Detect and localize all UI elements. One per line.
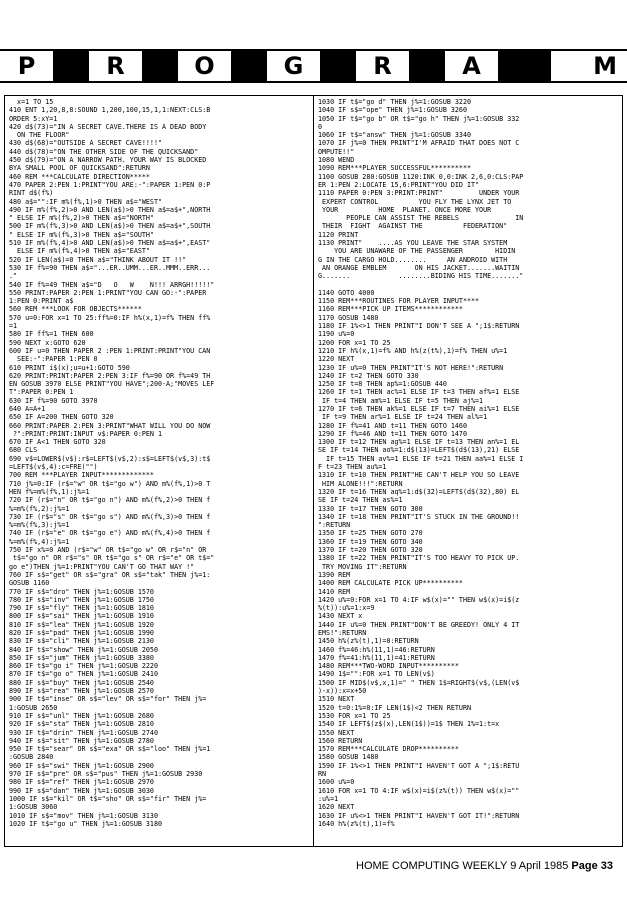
code-line: 1370 IF t=20 THEN GOTO 320 bbox=[318, 546, 423, 555]
code-line: G....... ........BIDING HIS TIME......." bbox=[318, 272, 524, 281]
code-line: 860 IF t$="go i" THEN j%=1:GOSUB 2220 bbox=[9, 662, 158, 671]
code-line: 1470 f%=41:h%(11,1)=41:RETURN bbox=[318, 653, 435, 662]
code-line: 1230 IF u%=0 THEN PRINT"IT'S NOT HERE!":RETURN bbox=[318, 363, 504, 372]
code-line: 870 IF t$="go o" THEN j%=1:GOSUB 2410 bbox=[9, 670, 158, 679]
code-line: 1240 IF t=2 THEN GOTO 330 bbox=[318, 371, 419, 380]
code-line: =LEFT$(v$,4):c=FRE("") bbox=[9, 463, 98, 472]
code-line: 1170 GOSUB 1480 bbox=[318, 313, 379, 322]
code-line: ELSE IF m%(f%,4)>0 THEN a$="EAST" bbox=[9, 247, 150, 256]
code-line: 1070 IF j%=0 THEN PRINT"I'M AFRAID THAT DOES NOT C bbox=[318, 139, 520, 148]
code-line: %=m%(f%,3):j%=1 bbox=[9, 521, 70, 530]
code-line: YOUR HOME PLANET. ONCE MORE YOUR bbox=[318, 205, 492, 214]
magazine-name: HOME COMPUTING WEEKLY bbox=[356, 860, 508, 872]
code-line: 1550 NEXT bbox=[318, 728, 355, 737]
code-line: 580 IF ff%=1 THEN 600 bbox=[9, 330, 94, 339]
code-line: 1510 NEXT bbox=[318, 695, 355, 704]
code-line: 1220 NEXT bbox=[318, 355, 355, 364]
code-line: 410 ENT 1,20,8,8:SOUND 1,200,100,15,1,1:NEXT:CLS:B bbox=[9, 106, 211, 115]
code-line: 1:GOSUB 3060 bbox=[9, 803, 58, 812]
code-line: 560 REM ***LOOK FOR OBJECTS****** bbox=[9, 305, 142, 314]
code-line: 690 v$=LOWER$(v$):r$=LEFT$(v$,2):s$=LEFT$(v$,3):t$ bbox=[9, 454, 211, 463]
code-line: 1530 FOR x=1 TO 25 bbox=[318, 711, 391, 720]
code-line: 500 IF m%(f%,3)>0 AND LEN(a$)>0 THEN a$=a$+",SOUTH bbox=[9, 222, 211, 231]
banner-letter: O bbox=[178, 51, 231, 81]
code-line: 510 IF m%(f%,4)>0 AND LEN(a$)>0 THEN a$=a$+",EAST" bbox=[9, 239, 211, 248]
column-divider bbox=[313, 95, 314, 847]
code-line: 1270 IF t=6 THEN ak%=1 ELSE IF t=7 THEN ai%=1 ELSE bbox=[318, 404, 520, 413]
code-line: ER 1:PEN 2:LOCATE 15,6:PRINT"YOU DID IT" bbox=[318, 180, 480, 189]
code-line: 980 IF s$="ref" THEN j%=1:GOSUB 2970 bbox=[9, 778, 154, 787]
banner-letter: R bbox=[89, 51, 142, 81]
code-line: F t=23 THEN au%=1 bbox=[318, 463, 387, 472]
code-line: t$="go n" OR r$="s" OR t$="go s" OR r$="e" OR t$=" bbox=[9, 554, 215, 563]
code-line: 1110 PAPER 0:PEN 3:PRINT:PRINT" UNDER YOUR bbox=[318, 189, 520, 198]
code-line: 990 IF s$="dan" THEN j%=1:GOSUB 3030 bbox=[9, 786, 154, 795]
banner-letter: G bbox=[267, 51, 320, 81]
listing-right-column bbox=[318, 98, 620, 828]
code-line: 850 IF s$="jum" THEN j%=1:GOSUB 3380 bbox=[9, 653, 154, 662]
code-line: TRY MOVING IT":RETURN bbox=[318, 562, 407, 571]
code-line: 650 IF A=200 THEN GOTO 320 bbox=[9, 413, 114, 422]
code-line: 1080 WEND bbox=[318, 156, 355, 165]
code-line: 1490 1$="":FOR x=1 TO LEN(v$) bbox=[318, 670, 435, 679]
code-line: 590 NEXT x:GOTO 620 bbox=[9, 338, 86, 347]
code-line: 520 IF LEN(a$)=0 THEN a$="THINK ABOUT IT !!" bbox=[9, 255, 187, 264]
code-line: 680 CLS bbox=[9, 446, 38, 455]
code-line: OMPUTE!!" bbox=[318, 147, 355, 156]
code-line: %=m%(f%,4):j%=1 bbox=[9, 537, 70, 546]
code-line: 1340 IF t=18 THEN PRINT"IT'S STUCK IN THE GROUND!! bbox=[318, 512, 520, 521]
code-line: ?":PRINT:PRINT:INPUT v$:PAPER 0:PEN 1 bbox=[9, 429, 162, 438]
code-line: 480 a$="":IF m%(f%,1)>0 THEN a$="WEST" bbox=[9, 197, 162, 206]
program-banner bbox=[0, 49, 627, 83]
code-line: 1160 REM***PICK UP ITEMS************ bbox=[318, 305, 463, 314]
code-line: 1050 IF t$="go b" OR t$="go h" THEN j%=1:GOSUB 332 bbox=[318, 114, 520, 123]
code-line: 670 IF A<1 THEN GOTO 320 bbox=[9, 438, 106, 447]
code-line: 550 PRINT:PAPER 2:PEN 1:PRINT"YOU CAN GO:-":PAPER bbox=[9, 288, 207, 297]
code-line: 1020 IF t$="go u" THEN j%=1:GOSUB 3180 bbox=[9, 819, 162, 828]
code-line: x=1 TO 15 bbox=[9, 98, 54, 106]
code-line: 1620 NEXT bbox=[318, 803, 355, 812]
code-line: 820 IF s$="pad" THEN j%=1:GOSUB 1990 bbox=[9, 629, 154, 637]
banner-letter: M bbox=[551, 51, 627, 81]
code-line: 660 PRINT:PAPER 2:PEN 3:PRINT"WHAT WILL YOU DO NOW bbox=[9, 421, 211, 430]
code-line: 1450 h%(z%(t),1)=0:RETURN bbox=[318, 637, 419, 646]
page-footer bbox=[356, 860, 613, 872]
code-line: 710 j%=0:IF (r$="w" OR t$="go w") AND m%(f%,1)>0 T bbox=[9, 479, 211, 488]
code-line: 1:PEN 0:PRINT a$ bbox=[9, 297, 74, 306]
code-line: 780 IF s$="inv" THEN j%=1:GOSUB 1750 bbox=[9, 595, 154, 604]
code-line: 1410 REM bbox=[318, 587, 351, 596]
code-line: 1140 GOTO 4000 bbox=[318, 288, 375, 297]
code-line: =1 bbox=[9, 322, 18, 331]
code-line: 1500 IF MID$(v$,x,1)=" " THEN 1$=RIGHT$(v$,(LEN(v$ bbox=[318, 678, 520, 687]
banner-letter: A bbox=[445, 51, 498, 81]
code-line: 1190 u%=0 bbox=[318, 330, 355, 339]
code-line: 920 IF s$="sta" THEN j%=1:GOSUB 2810 bbox=[9, 720, 154, 729]
code-line: )-x)):x=x+50 bbox=[318, 687, 367, 696]
code-line: 1090 REM***PLAYER SUCCESSFUL********** bbox=[318, 164, 471, 173]
code-line: :GOSUB 2840 bbox=[9, 753, 54, 762]
code-line: 1360 IF t=19 THEN GOTO 340 bbox=[318, 537, 423, 546]
code-line: ORDER 5:xY=1 bbox=[9, 114, 58, 123]
page-number: Page 33 bbox=[571, 860, 613, 872]
code-line: 1060 IF t$="answ" THEN j%=1:GOSUB 3340 bbox=[318, 131, 471, 140]
code-line: HEN f%=m%(f%,1):j%=1 bbox=[9, 487, 90, 496]
code-line: 1300 IF t=12 THEN ag%=1 ELSE IF t=13 THEN an%=1 EL bbox=[318, 438, 520, 447]
code-line: 570 u=0:FOR x=1 TO 25:ff%=0:IF h%(x,1)=f% THEN ff% bbox=[9, 313, 211, 322]
code-line: IF t=4 THEN am%=1 ELSE IF t=5 THEN aj%=1 bbox=[318, 396, 484, 405]
code-line: ON THE FLOOR" bbox=[9, 131, 70, 140]
code-line: 0 bbox=[318, 122, 323, 131]
code-line: 1580 GOSUB 1480 bbox=[318, 753, 379, 762]
code-line: %(t)):u%=1:x=9 bbox=[318, 604, 375, 613]
code-line: 1:GOSUB 2650 bbox=[9, 703, 58, 712]
code-line: IF t=15 THEN av%=1 ELSE IF t=21 THEN aa%=1 ELSE I bbox=[318, 454, 524, 463]
code-line: EXPERT CONTROL YOU FLY THE LYNX JET TO bbox=[318, 197, 512, 206]
code-line: 1120 PRINT bbox=[318, 230, 359, 239]
code-line: 1430 NEXT x bbox=[318, 612, 363, 621]
code-line: 940 IF s$="sit" THEN j%=1:GOSUB 2780 bbox=[9, 736, 154, 745]
code-line: 1440 IF u%=0 THEN PRINT"DON'T BE GREEDY! ONLY 4 IT bbox=[318, 620, 520, 629]
code-line: 620 PRINT:PRINT:PAPER 2:PEN 3:IF f%=90 OR f%=49 TH bbox=[9, 371, 211, 380]
code-line: 790 IF s$="fly" THEN j%=1:GOSUB 1810 bbox=[9, 604, 154, 613]
code-line: 1380 IF t=22 THEN PRINT"IT'S TOO HEAVY TO PICK UP. bbox=[318, 554, 520, 563]
code-line: " ELSE IF m%(f%,2)>0 THEN a$="NORTH" bbox=[9, 214, 154, 223]
code-line: 440 d$(78)="ON THE OTHER SIDE OF THE QUICKSAND" bbox=[9, 147, 199, 156]
code-line: 1320 IF t=16 THEN aq%=1:d$(32)=LEFT$(d$(32),80) EL bbox=[318, 487, 520, 496]
code-line: EN GOSUB 3970 ELSE PRINT"YOU HAVE";200-A;"MOVES LEF bbox=[9, 380, 215, 389]
code-line: 1640 h%(z%(t),1)=f% bbox=[318, 819, 395, 828]
banner-letter: R bbox=[356, 51, 409, 81]
code-line: 1570 REM***CALCULATE DROP********** bbox=[318, 745, 459, 754]
code-line: 1010 IF s$="mov" THEN j%=1:GOSUB 3130 bbox=[9, 811, 158, 820]
code-line: 900 IF t$="inse" OR s$="lev" OR s$="for" THEN j%= bbox=[9, 695, 207, 704]
code-line: 1390 REM bbox=[318, 570, 351, 579]
code-line: 1260 IF t=1 THEN ac%=1 ELSE IF t=3 THEN af%=1 ELSE bbox=[318, 388, 520, 397]
code-line: G IN THE CARGO HOLD........ AN ANDROID WITH bbox=[318, 255, 508, 264]
code-line: ":RETURN bbox=[318, 521, 351, 530]
code-line: 910 IF s$="unl" THEN j%=1:GOSUB 2680 bbox=[9, 711, 154, 720]
code-line: 880 IF s$="buy" THEN j%=1:GOSUB 2540 bbox=[9, 678, 154, 687]
code-line: 1040 IF s$="ope" THEN j%=1:GOSUB 3260 bbox=[318, 106, 467, 115]
code-line: THEIR FIGHT AGAINST THE FEDERATION" bbox=[318, 222, 508, 231]
code-line: 1180 IF 1%<>1 THEN PRINT"I DON'T SEE A ";1$:RETURN bbox=[318, 322, 520, 331]
code-line: SEE:-":PAPER 1:PEN 0 bbox=[9, 355, 98, 364]
code-line: IF t=9 THEN ar%=1 ELSE IF t=24 THEN al%=1 bbox=[318, 413, 488, 422]
code-line: " ELSE IF m%(f%,3)>0 THEN a$="SOUTH" bbox=[9, 230, 154, 239]
code-line: 1350 IF t=25 THEN GOTO 270 bbox=[318, 529, 423, 538]
code-line: 1000 IF s$="kil" OR t$="sho" OR s$="fir" THEN j%= bbox=[9, 794, 207, 803]
code-line: 600 IF u=0 THEN PAPER 2 :PEN 1:PRINT:PRINT"YOU CAN bbox=[9, 346, 211, 355]
code-line: T":PAPER 0:PEN 1 bbox=[9, 388, 74, 397]
code-line: 1200 FOR x=1 TO 25 bbox=[318, 338, 391, 347]
code-line: 1420 u%=0:FOR x=1 TO 4:IF w$(x)="" THEN w$(x)=i$(z bbox=[318, 595, 520, 604]
code-line: 1560 RETURN bbox=[318, 736, 363, 745]
code-line: 1600 u%=0 bbox=[318, 778, 355, 787]
code-line: 960 IF s$="swi" THEN j%=1:GOSUB 2900 bbox=[9, 761, 154, 770]
code-line: 640 A=A+1 bbox=[9, 404, 46, 413]
code-line: SE IF t=14 THEN ao%=1:d$(13)=LEFT$(d$(13),21) ELSE bbox=[318, 446, 520, 455]
code-line: 1520 t=0:1%=0:IF LEN(1$)<2 THEN RETURN bbox=[318, 703, 471, 712]
code-line: RN bbox=[318, 770, 327, 779]
code-line: 450 d$(79)="ON A NARROW PATH. YOUR WAY IS BLOCKED bbox=[9, 156, 207, 165]
listing-left-column bbox=[9, 98, 311, 828]
code-line: 1100 GOSUB 280:GOSUB 1120:INK 0,0:INK 2,6,0:CLS:PAP bbox=[318, 172, 524, 181]
code-line: GOSUB 1160 bbox=[9, 579, 50, 588]
code-line: 1310 IF t=10 THEN PRINT"HE CAN'T HELP YOU SO LEAVE bbox=[318, 471, 520, 480]
code-line: ." bbox=[9, 272, 18, 281]
code-line: 950 IF t$="sear" OR s$="exa" OR s$="loo" THEN j%=1 bbox=[9, 745, 211, 754]
code-line: 1280 IF f%=41 AND t=11 THEN GOTO 1460 bbox=[318, 421, 467, 430]
code-line: 610 PRINT i$(x);u=u+1:GOTO 590 bbox=[9, 363, 130, 372]
code-line: YOU ARE UNAWARE OF THE PASSENGER HIDIN bbox=[318, 247, 516, 256]
code-line: 890 IF s$="rea" THEN j%=1:GOSUB 2570 bbox=[9, 687, 154, 696]
code-line: :u%=1 bbox=[318, 794, 339, 803]
code-line: 1610 FOR x=1 TO 4:IF w$(x)=i$(z%(t)) THEN w$(x)="" bbox=[318, 786, 520, 795]
code-line: EMS!":RETURN bbox=[318, 629, 367, 637]
code-line: 530 IF f%=90 THEN a$="...ER..UMM...ER..MMM..ERR... bbox=[9, 263, 211, 272]
code-line: 1400 REM CALCULATE PICK UP********** bbox=[318, 579, 463, 588]
code-line bbox=[318, 281, 620, 289]
code-line: 420 d$(73)="IN A SECRET CAVE.THERE IS A DEAD BODY bbox=[9, 122, 207, 131]
code-line: 470 PAPER 2:PEN 1:PRINT"YOU ARE:-":PAPER 1:PEN 0:P bbox=[9, 180, 211, 189]
code-line: 1130 PRINT" ....AS YOU LEAVE THE STAR SYSTEM bbox=[318, 239, 508, 248]
code-line: 1030 IF t$="go d" THEN j%=1:GOSUB 3220 bbox=[318, 98, 471, 106]
code-line: 490 IF m%(f%,2)>0 AND LEN(a$)>0 THEN a$=a$+",NORTH bbox=[9, 205, 211, 214]
code-line: 810 IF s$="lea" THEN j%=1:GOSUB 1920 bbox=[9, 620, 154, 629]
code-line: 1480 REM***TWO-WORD INPUT********** bbox=[318, 662, 459, 671]
code-line: 1290 IF f%=46 AND t=11 THEN GOTO 1470 bbox=[318, 429, 467, 438]
code-line: 460 REM ***CALCULATE DIRECTION***** bbox=[9, 172, 150, 181]
code-line: go e")THEN j%=1:PRINT"YOU CAN'T GO THAT WAY !" bbox=[9, 562, 195, 571]
code-line: 760 IF s$="get" OR s$="gra" OR s$="tak" THEN j%=1: bbox=[9, 570, 211, 579]
code-line: 540 IF f%=49 THEN a$="D O W N!!! ARRGH!!!!!" bbox=[9, 280, 215, 289]
code-line: 1210 IF h%(x,1)=f% AND h%(z(t%),1)=f% THEN u%=1 bbox=[318, 346, 508, 355]
code-line: 730 IF (r$="s" OR t$="go s") AND m%(f%,3)>0 THEN f bbox=[9, 512, 211, 521]
code-line: 1460 f%=46:h%(11,1)=46:RETURN bbox=[318, 645, 435, 654]
code-line: PEOPLE CAN ASSIST THE REBELS IN bbox=[318, 214, 524, 223]
code-line: 930 IF t$="drin" THEN j%=1:GOSUB 2740 bbox=[9, 728, 158, 737]
code-line: HIM ALONE!!!":RETURN bbox=[318, 479, 403, 488]
code-line: SE IF t=24 THEN as%=1 bbox=[318, 496, 403, 505]
code-line: 740 IF (r$="e" OR t$="go e") AND m%(f%,4)>0 THEN f bbox=[9, 529, 211, 538]
code-line: 800 IF s$="sai" THEN j%=1:GOSUB 1910 bbox=[9, 612, 154, 621]
code-line: RINT d$(f%) bbox=[9, 189, 54, 198]
code-line: 1630 IF u%<>1 THEN PRINT"I HAVEN'T GOT IT!":RETURN bbox=[318, 811, 520, 820]
code-line: 1330 IF t=17 THEN GOTO 300 bbox=[318, 504, 423, 513]
code-line: 770 IF s$="dro" THEN j%=1:GOSUB 1570 bbox=[9, 587, 154, 596]
code-line: 720 IF (r$="n" OR t$="go n") AND m%(f%,2)>0 THEN f bbox=[9, 496, 211, 505]
code-line: 840 IF t$="show" THEN j%=1:GOSUB 2050 bbox=[9, 645, 158, 654]
code-line: 830 IF s$="cli" THEN j%=1:GOSUB 2130 bbox=[9, 637, 154, 646]
code-line: 1540 IF LEFT$(z$(x),LEN(1$))=1$ THEN 1%=1:t=x bbox=[318, 720, 500, 729]
code-line: %=m%(f%,2):j%=1 bbox=[9, 504, 70, 513]
code-line: 970 IF s$="pre" OR s$="pus" THEN j%=1:GOSUB 2930 bbox=[9, 770, 203, 779]
code-line: BYA SMALL POOL OF QUICKSAND":RETURN bbox=[9, 164, 150, 173]
banner-letter: P bbox=[0, 51, 53, 81]
code-line: 1590 IF 1%<>1 THEN PRINT"I HAVEN'T GOT A ";1$:RETU bbox=[318, 761, 520, 770]
code-line: 1150 REM***ROUTINES FOR PLAYER INPUT**** bbox=[318, 297, 480, 306]
code-line: 700 REM ***PLAYER INPUT************* bbox=[9, 471, 154, 480]
issue-date: 9 April 1985 bbox=[510, 860, 569, 872]
code-line: 430 d$(68)="OUTSIDE A SECRET CAVE!!!!" bbox=[9, 139, 162, 148]
code-line: 750 IF x%=0 AND (r$="w" OR t$="go w" OR r$="n" OR bbox=[9, 546, 207, 555]
code-line: 1250 IF t=8 THEN ap%=1:GOSUB 440 bbox=[318, 380, 447, 389]
code-line: AN ORANGE EMBLEM ON HIS JACKET.......WAITIN bbox=[318, 263, 520, 272]
code-line: 630 IF f%=90 GOTO 3970 bbox=[9, 396, 98, 405]
